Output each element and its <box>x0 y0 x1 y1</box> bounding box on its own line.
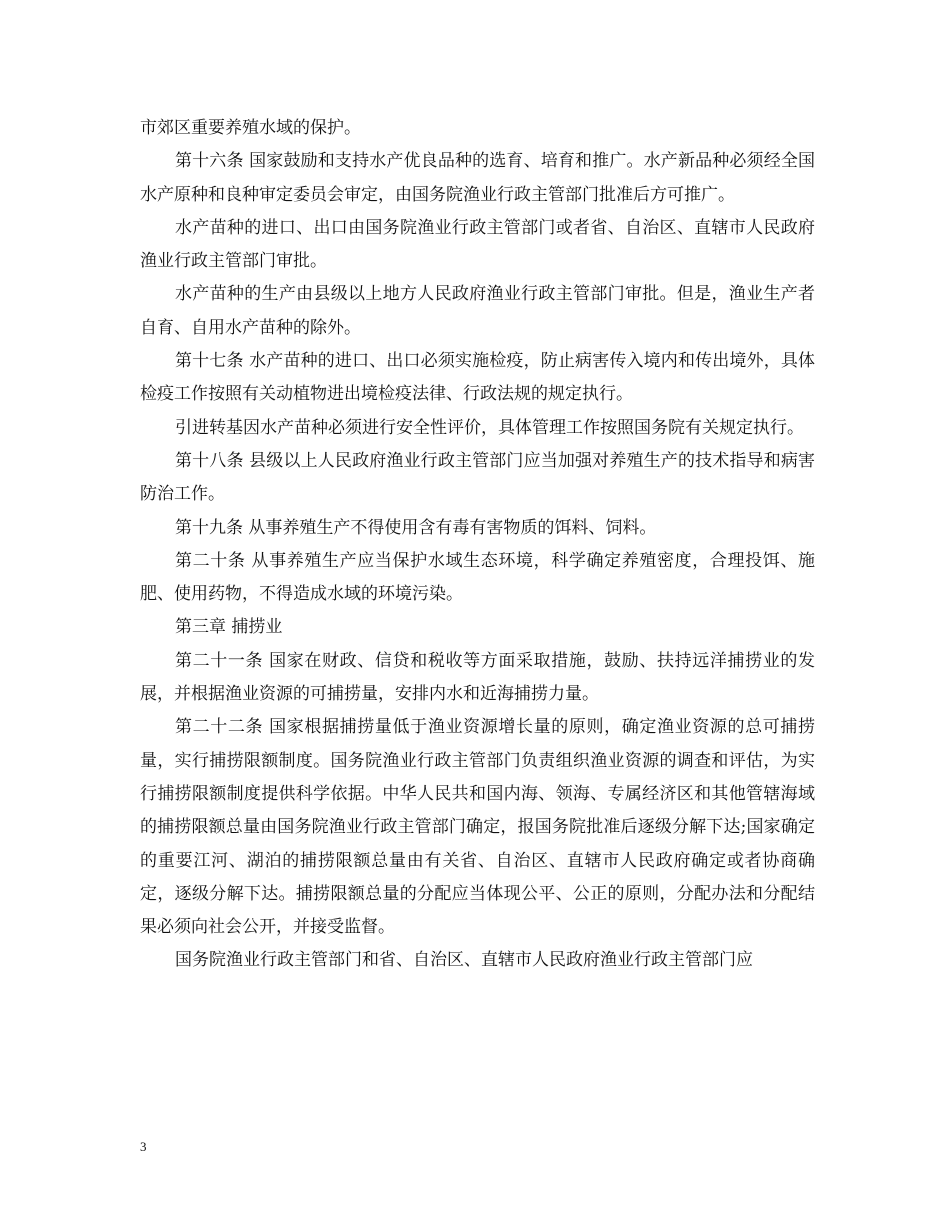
paragraph-article-21: 第二十一条 国家在财政、信贷和税收等方面采取措施，鼓励、扶持远洋捕捞业的发展，并根据渔业资源的可捕捞量，安排内水和近海捕捞力量。 <box>140 650 815 705</box>
paragraph-transgenic-seed: 引进转基因水产苗种必须进行安全性评价，具体管理工作按照国务院有关规定执行。 <box>175 417 804 438</box>
paragraph-article-17: 第十七条 水产苗种的进口、出口必须实施检疫，防止病害传入境内和传出境外，具体检疫工作按照有关动植物进出境检疫法律、行政法规的规定执行。 <box>140 351 815 405</box>
paragraph-seed-production: 水产苗种的生产由县级以上地方人民政府渔业行政主管部门审批。但是，渔业生产者自育、自用水产苗种的除外。 <box>140 284 815 338</box>
paragraph-state-council-dept: 国务院渔业行政主管部门和省、自治区、直辖市人民政府渔业行政主管部门应 <box>175 950 753 971</box>
paragraph-article-20: 第二十条 从事养殖生产应当保护水域生态环境，科学确定养殖密度，合理投饵、施肥、使用药物，不得造成水域的环境污染。 <box>140 550 815 605</box>
paragraph-seed-import-export: 水产苗种的进口、出口由国务院渔业行政主管部门或者省、自治区、直辖市人民政府渔业行政主管部门审批。 <box>140 217 815 272</box>
chapter-heading: 第三章 捕捞业 <box>175 617 283 638</box>
paragraph-article-22: 第二十二条 国家根据捕捞量低于渔业资源增长量的原则，确定渔业资源的总可捕捞量，实行捕捞限额制度。国务院渔业行政主管部门负责组织渔业资源的调查和评估，为实行捕捞限额制度提供科学依据。中华人民共和国内海、领海、专属经济区和其他管辖海域的捕捞限额总量由国务院渔业行政主管部门确定，报国务院批准后逐级分解下达;国家确定的重要江河、湖泊的捕捞限额总量由有关省、自治区、直辖市人民政府确定或者协商确定，逐级分解下达。捕捞限额总量的分配应当体现公平、公正的原则，分配办法和分配结果必须向社会公开，并接受监督。 <box>140 717 815 938</box>
document-body <box>140 112 815 978</box>
paragraph-article-18: 第十八条 县级以上人民政府渔业行政主管部门应当加强对养殖生产的技术指导和病害防治工作。 <box>140 450 815 505</box>
paragraph-continuation: 市郊区重要养殖水域的保护。 <box>140 118 361 138</box>
page-number: 3 <box>140 1139 147 1154</box>
paragraph-article-16: 第十六条 国家鼓励和支持水产优良品种的选育、培育和推广。水产新品种必须经全国水产原种和良种审定委员会审定，由国务院渔业行政主管部门批准后方可推广。 <box>140 151 815 205</box>
paragraph-article-19: 第十九条 从事养殖生产不得使用含有毒有害物质的饵料、饲料。 <box>175 517 657 538</box>
